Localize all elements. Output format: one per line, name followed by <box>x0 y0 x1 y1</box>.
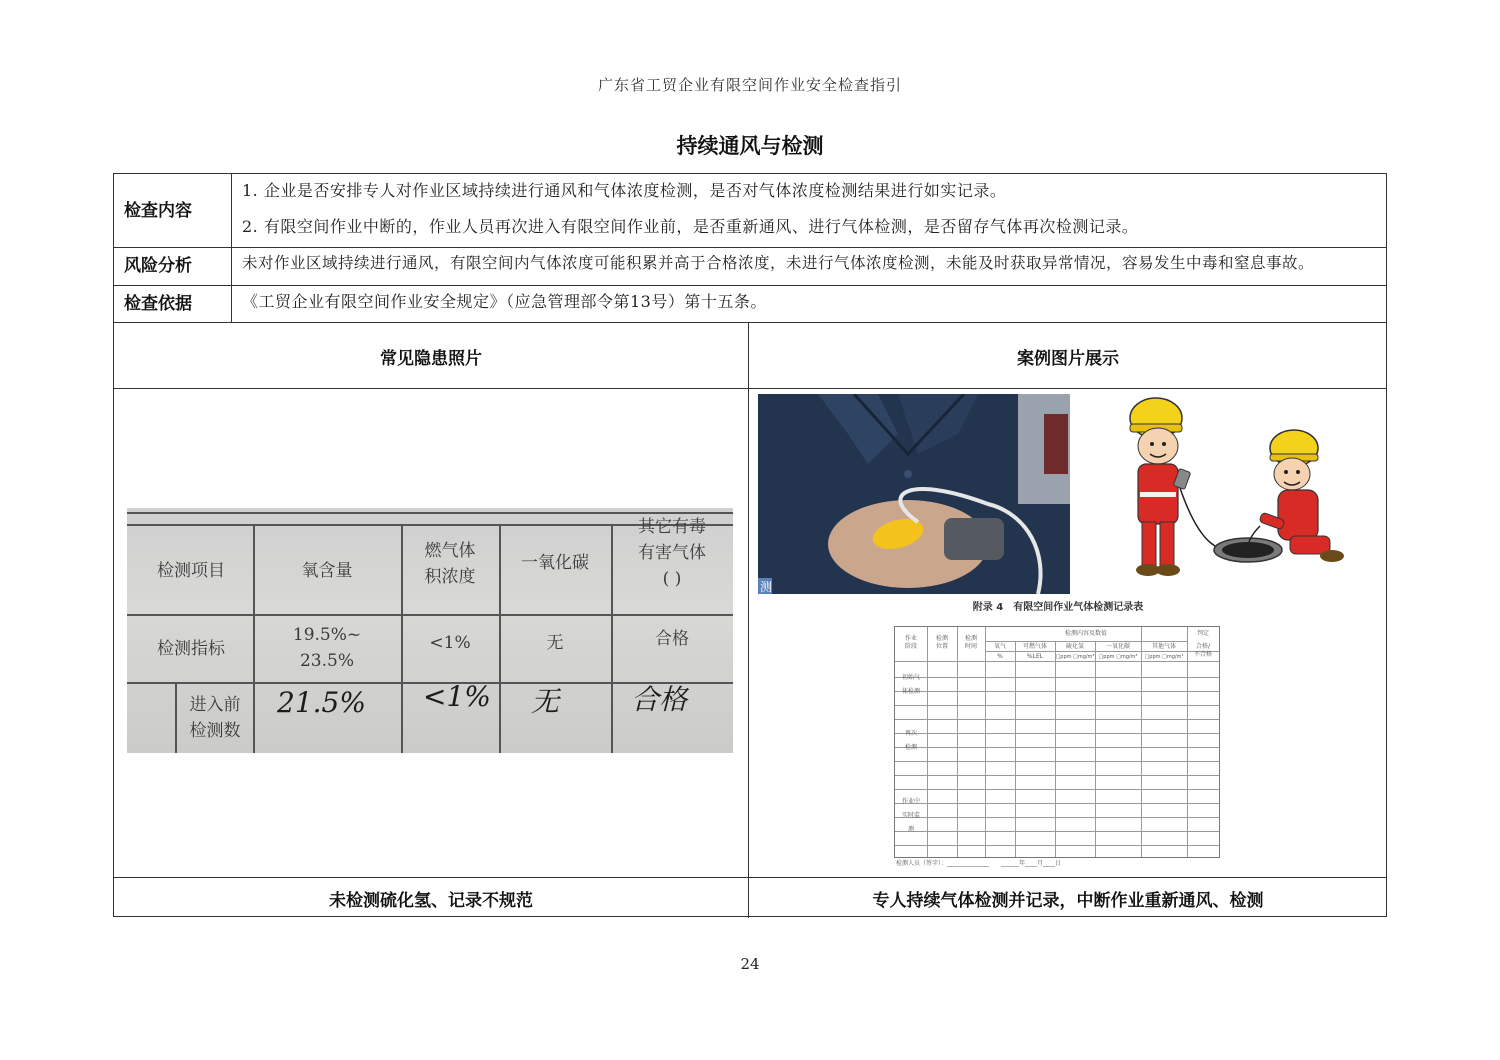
hazard-photos-heading: 常见隐患照片 <box>380 349 482 369</box>
form-signature-line: 检测人员（签字）：______________ ______年____月____日 <box>896 860 1062 867</box>
record-hand-co: 无 <box>531 685 560 718</box>
gas-record-form <box>888 598 1228 874</box>
form-header-phase: 作业 阶段 <box>904 635 917 650</box>
form-unit-co: □ppm □mg/m³ <box>1098 654 1138 660</box>
basis-label: 检查依据 <box>124 294 192 314</box>
record-entry-label: 进入前 检测数 <box>189 695 241 741</box>
form-sub-result: 合格/ 不合格 <box>1193 643 1212 658</box>
form-unit-combustible: %LEL <box>1026 653 1044 660</box>
form-sub-oxygen: 氧气 <box>993 643 1006 650</box>
check-content-item-1: 1. 企业是否安排专人对作业区域持续进行通风和气体浓度检测，是否对气体浓度检测结果进行如实记录。 <box>242 181 1007 200</box>
check-content-item-2: 2. 有限空间作业中断的，作业人员再次进入有限空间作业前，是否重新通风、进行气体检测，是否留存气体再次检测记录。 <box>242 217 1139 236</box>
form-header-judgement: 判定 <box>1196 630 1209 637</box>
record-index-other: 合格 <box>655 629 689 649</box>
record-header-item: 检测项目 <box>157 561 225 581</box>
form-sub-co: 一氧化碳 <box>1105 643 1130 650</box>
running-header: 广东省工贸企业有限空间作业安全检查指引 <box>597 76 902 94</box>
record-header-oxygen: 氧含量 <box>301 561 353 581</box>
form-header-time: 检测 时间 <box>964 635 977 650</box>
form-phase-initial: 初始气 体检测 <box>901 674 920 695</box>
form-grid <box>894 626 1220 858</box>
basis-text: 《工贸企业有限空间作业安全规定》（应急管理部令第13号）第十五条。 <box>242 292 767 311</box>
record-hand-combustible: <1% <box>423 680 491 713</box>
form-header-values: 检测内容及数值 <box>1064 630 1107 637</box>
hazard-caption: 未检测硫化氢、记录不规范 <box>329 891 533 911</box>
case-caption: 专人持续气体检测并记录，中断作业重新通风、检测 <box>872 891 1264 911</box>
record-header-co: 一氧化碳 <box>521 553 589 573</box>
form-sub-combustible: 可燃气体 <box>1022 643 1047 650</box>
record-hand-other: 合格 <box>631 683 688 716</box>
photo-corner-text: 测 <box>760 580 773 594</box>
record-index-label: 检测指标 <box>157 639 225 659</box>
cartoon-gas-testing <box>1120 396 1360 586</box>
risk-analysis-text: 未对作业区域持续进行通风，有限空间内气体浓度可能积累并高于合格浓度，未进行气体浓度检测，未能及时获取异常情况，容易发生中毒和窒息事故。 <box>242 254 1315 272</box>
form-phase-realtime: 作业中 实时监 测 <box>901 798 920 833</box>
form-header-location: 检测 位置 <box>935 635 948 650</box>
form-unit-h2s: □ppm □mg/m³ <box>1055 654 1095 660</box>
record-index-combustible: <1% <box>429 633 471 653</box>
form-unit-other: □ppm □mg/m³ <box>1144 654 1184 660</box>
record-index-co: 无 <box>546 633 564 653</box>
worker-detector-photo <box>758 394 1070 594</box>
form-phase-retest: 再次 检测 <box>904 730 917 751</box>
check-content-label: 检查内容 <box>124 201 192 221</box>
cartoon-workers-illustration <box>1120 396 1360 586</box>
record-header-combustible: 燃气体 积浓度 <box>424 541 476 587</box>
hazard-record-photo <box>127 508 733 753</box>
record-header-other: 其它有毒 有害气体 ( ) <box>638 517 706 589</box>
record-hand-oxygen: 21.5% <box>277 686 366 719</box>
form-sub-h2s: 硫化氢 <box>1065 643 1084 650</box>
page-number: 24 <box>740 955 760 973</box>
form-title: 附录 4 有限空间作业气体检测记录表 <box>972 602 1144 613</box>
case-photos-heading: 案例图片展示 <box>1017 349 1119 369</box>
form-unit-oxygen: % <box>997 653 1003 660</box>
form-sub-other: 其他气体 <box>1151 643 1176 650</box>
section-title: 持续通风与检测 <box>676 133 824 158</box>
worker-detector-illustration <box>758 394 1070 594</box>
risk-analysis-label: 风险分析 <box>124 256 192 276</box>
record-index-oxygen: 19.5%~ 23.5% <box>292 625 362 671</box>
